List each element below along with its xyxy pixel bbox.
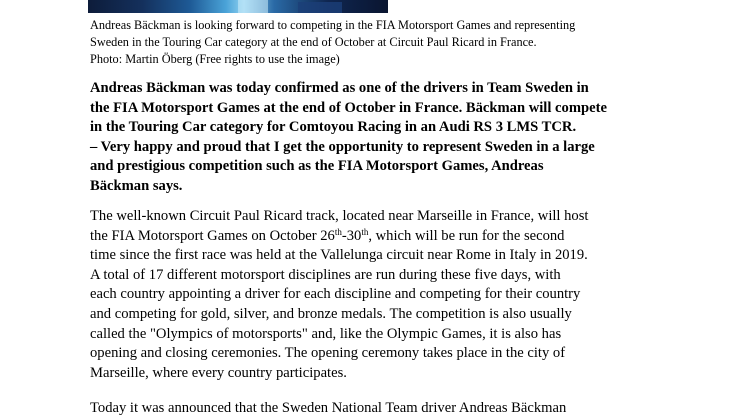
photo-caption (90, 17, 650, 68)
lead-paragraph (90, 79, 670, 196)
ordinal-suffix: th (361, 226, 369, 237)
lead-quote-line: – Very happy and proud that I get the opportunity to represent Sweden in a large (90, 138, 595, 155)
body-line: Marseille, where every country participates. (90, 364, 347, 381)
body-line (90, 227, 670, 247)
body-paragraph (90, 207, 670, 383)
body-line: called the "Olympics of motorsports" and, like the Olympic Games, it is also has (90, 325, 562, 342)
lead-line: in the Touring Car category for Comtoyou Racing in an Audi RS 3 LMS TCR. (90, 119, 577, 135)
body-line: each country appointing a driver for each discipline and competing for their country (90, 286, 581, 303)
body-line: and competing for gold, silver, and bronze medals. The competition is also usually (90, 305, 572, 322)
caption-credit: Photo: Martin Öberg (Free rights to use the image) (90, 52, 340, 66)
second-paragraph-line: Today it was announced that the Sweden National Team driver Andreas Bäckman (90, 400, 567, 416)
lead-line: the FIA Motorsport Games at the end of October in France. Bäckman will compete (90, 99, 607, 116)
photo-highlight (238, 0, 268, 13)
lead-quote-line: and prestigious competition such as the FIA Motorsport Games, Andreas (90, 158, 544, 174)
lead-line: Andreas Bäckman was today confirmed as one of the drivers in Team Sweden in (90, 80, 589, 96)
driver-photo (88, 0, 388, 13)
photo-shadow (298, 2, 342, 13)
caption-line: Andreas Bäckman is looking forward to competing in the FIA Motorsport Games and representing (90, 18, 576, 32)
caption-line: Sweden in the Touring Car category at the end of October at Circuit Paul Ricard in France. (90, 35, 537, 49)
body-line: opening and closing ceremonies. The opening ceremony takes place in the city of (90, 345, 566, 362)
body-line: The well-known Circuit Paul Ricard track, located near Marseille in France, will host (90, 208, 589, 224)
ordinal-suffix: th (334, 226, 342, 237)
body-line: A total of 17 different motorsport disciplines are run during these five days, with (90, 266, 561, 283)
body-text: -30 (341, 227, 362, 244)
body-text: , which will be run for the second (368, 227, 565, 244)
body-line: time since the first race was held at the Vallelunga circuit near Rome in Italy in 2019. (90, 247, 588, 264)
lead-quote-line: Bäckman says. (90, 177, 183, 194)
body-text: the FIA Motorsport Games on October 26 (90, 227, 335, 244)
